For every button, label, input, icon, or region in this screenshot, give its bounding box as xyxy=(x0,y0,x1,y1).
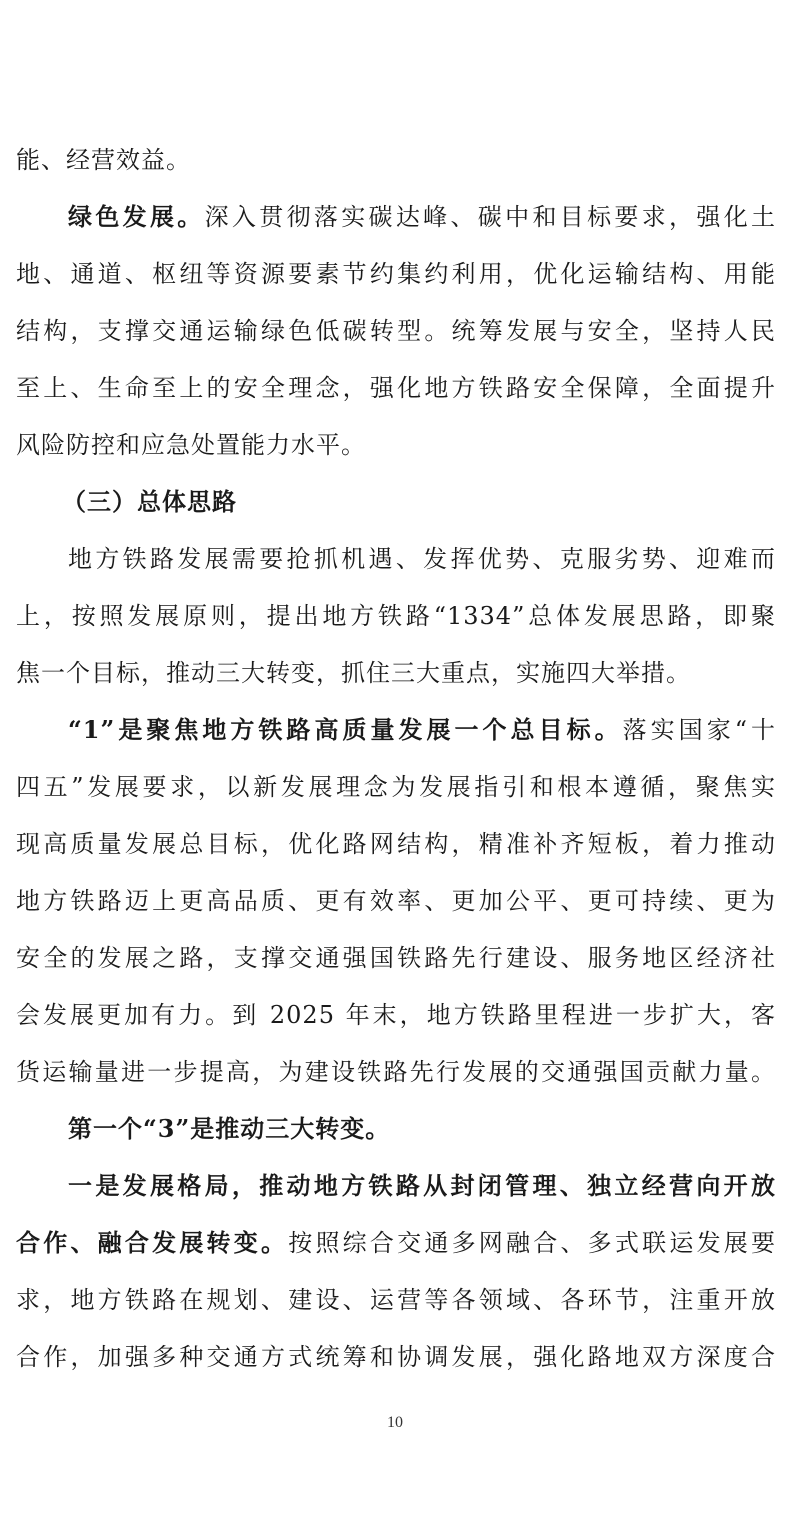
text: 地、通道、枢纽等资源要素节约集约利用，优化运输结构、用能 xyxy=(16,260,776,288)
bold-lead: “1”是聚焦地方铁路高质量发展一个总目标。 xyxy=(68,715,623,744)
paragraph-line xyxy=(16,767,776,807)
section-heading xyxy=(62,482,776,522)
text: 现高质量发展总目标，优化路网结构，精准补齐短板，着力推动 xyxy=(16,830,776,858)
paragraph-line xyxy=(68,710,776,750)
section-heading xyxy=(68,1109,776,1149)
text: 安全的发展之路，支撑交通强国铁路先行建设、服务地区经济社 xyxy=(16,944,776,972)
paragraph-line xyxy=(16,368,776,408)
paragraph-line xyxy=(68,197,776,237)
paragraph-line xyxy=(16,995,776,1035)
paragraph-line xyxy=(68,1166,776,1206)
paragraph-line xyxy=(16,1280,776,1320)
bold-lead: 合作、融合发展转变。 xyxy=(16,1228,289,1257)
page-number: 10 xyxy=(387,1414,403,1431)
text: 合作，加强多种交通方式统筹和协调发展，强化路地双方深度合 xyxy=(16,1343,776,1371)
paragraph-line xyxy=(16,596,776,636)
paragraph-line xyxy=(16,311,776,351)
paragraph-line xyxy=(16,881,776,921)
text: 货运输量进一步提高，为建设铁路先行发展的交通强国贡献力量。 xyxy=(16,1058,776,1086)
paragraph-line xyxy=(16,938,776,978)
text: 落实国家“十 xyxy=(622,716,776,744)
paragraph-line xyxy=(68,539,776,579)
text: 会发展更加有力。到 2025 年末，地方铁路里程进一步扩大，客 xyxy=(16,1001,776,1029)
text: 焦一个目标，推动三大转变，抓住三大重点，实施四大举措。 xyxy=(16,659,691,687)
paragraph-line xyxy=(16,824,776,864)
bold-lead: 绿色发展。 xyxy=(68,202,205,231)
text: 按照综合交通多网融合、多式联运发展要 xyxy=(288,1229,776,1257)
text: 地方铁路迈上更高品质、更有效率、更加公平、更可持续、更为 xyxy=(16,887,776,915)
text: 深入贯彻落实碳达峰、碳中和目标要求，强化土 xyxy=(204,203,776,231)
paragraph-line xyxy=(16,1223,776,1263)
text: 至上、生命至上的安全理念，强化地方铁路安全保障，全面提升 xyxy=(16,374,776,402)
paragraph-line xyxy=(16,140,776,180)
text: 求，地方铁路在规划、建设、运营等各领域、各环节，注重开放 xyxy=(16,1286,776,1314)
heading-text: （三）总体思路 xyxy=(62,487,237,516)
paragraph-line xyxy=(16,653,776,693)
heading-text: 第一个“3”是推动三大转变。 xyxy=(68,1114,391,1143)
paragraph-line xyxy=(16,254,776,294)
text: 能、经营效益。 xyxy=(16,146,191,174)
text: 上，按照发展原则，提出地方铁路“1334”总体发展思路，即聚 xyxy=(16,602,776,630)
text: 四五”发展要求，以新发展理念为发展指引和根本遵循，聚焦实 xyxy=(16,773,776,801)
paragraph-line xyxy=(16,1052,776,1092)
bold-lead: 一是发展格局，推动地方铁路从封闭管理、独立经营向开放 xyxy=(68,1171,776,1200)
text: 风险防控和应急处置能力水平。 xyxy=(16,431,366,459)
paragraph-line xyxy=(16,425,776,465)
text: 结构，支撑交通运输绿色低碳转型。统筹发展与安全，坚持人民 xyxy=(16,317,776,345)
text: 地方铁路发展需要抢抓机遇、发挥优势、克服劣势、迎难而 xyxy=(68,545,776,573)
paragraph-line xyxy=(16,1337,776,1377)
